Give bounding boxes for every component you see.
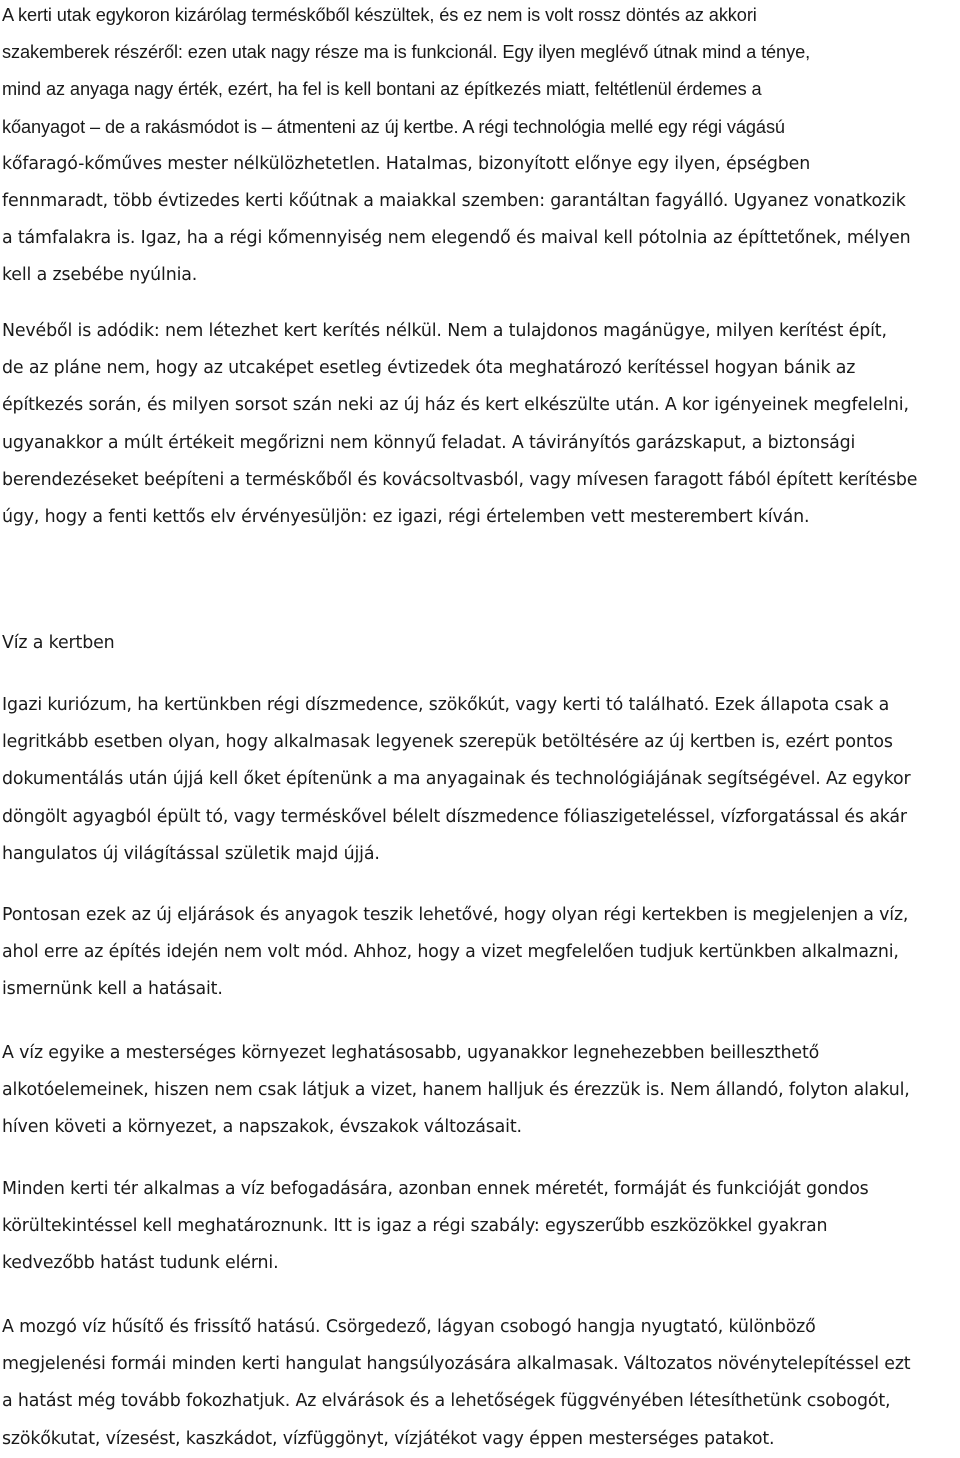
text-line: híven követi a környezet, a napszakok, évszakok változásait. <box>2 1117 522 1138</box>
text-line: alkotóelemeinek, hiszen nem csak látjuk a vizet, hanem halljuk és érezzük is. Nem állandó, folyton alakul, <box>2 1080 910 1101</box>
text-line: kedvezőbb hatást tudunk elérni. <box>2 1253 279 1274</box>
text-line: fennmaradt, több évtizedes kerti kőútnak a maiakkal szemben: garantáltan fagyálló. Ugyanez vonatkozik <box>2 191 906 212</box>
paragraph-new-methods <box>2 897 908 1009</box>
text-line: ismernünk kell a hatásait. <box>2 979 223 1000</box>
section-heading-text: Víz a kertben <box>2 633 115 653</box>
paragraph-water-element <box>2 1035 910 1147</box>
text-line: A víz egyike a mesterséges környezet leghatásosabb, ugyanakkor legnehezebben beilleszthető <box>2 1043 820 1063</box>
text-line: szakemberek részéről: ezen utak nagy része ma is funkcionál. Egy ilyen meglévő útnak mind a ténye, <box>2 42 811 63</box>
text-line: mind az anyaga nagy érték, ezért, ha fel is kell bontani az építkezés miatt, feltétlenül érdemes a <box>2 79 762 100</box>
text-line: a hatást még tovább fokozhatjuk. Az elvárások és a lehetőségek függvényében létesíthetünk csobogót, <box>2 1391 891 1412</box>
paragraph-stone-paths <box>2 0 911 295</box>
paragraph-water-curiosity <box>2 687 911 873</box>
text-line: építkezés során, és milyen sorsot szán neki az új ház és kert elkészülte után. A kor igényeinek megfelelni, <box>2 395 909 416</box>
paragraph-garden-space <box>2 1171 869 1283</box>
text-line: a támfalakra is. Igaz, ha a régi kőmennyiség nem elegendő és maival kell pótolnia az építtetőnek, mélyen <box>2 228 911 249</box>
text-line: körültekintéssel kell meghatároznunk. Itt is igaz a régi szabály: egyszerűbb eszközökkel gyakran <box>2 1216 828 1237</box>
text-line: úgy, hogy a fenti kettős elv érvényesüljön: ez igazi, régi értelemben vett mesterembert kíván. <box>2 507 810 528</box>
text-line: dokumentálás után újjá kell őket építenünk a ma anyagainak és technológiájának segítségével. Az egykor <box>2 769 911 790</box>
text-line: berendezéseket beépíteni a terméskőből és kovácsoltvasból, vagy mívesen faragott fából épített kerítésbe <box>2 469 918 490</box>
text-line: Nevéből is adódik: nem létezhet kert kerítés nélkül. Nem a tulajdonos magánügye, milyen kerítést épít, <box>2 321 887 341</box>
section-heading <box>2 625 115 662</box>
paragraph-fence <box>2 313 917 536</box>
text-line: szökőkutat, vízesést, kaszkádot, vízfüggönyt, vízjátékot vagy éppen mesterséges patakot. <box>2 1428 775 1449</box>
text-line: kőfaragó-kőműves mester nélkülözhetetlen. Hatalmas, bizonyított előnye egy ilyen, épségben <box>2 153 811 174</box>
text-line: ahol erre az építés idején nem volt mód. Ahhoz, hogy a vizet megfelelően tudjuk kertünkben alkalmazni, <box>2 942 899 963</box>
text-line: A mozgó víz hűsítő és frissítő hatású. Csörgedező, lágyan csobogó hangja nyugtató, különböző <box>2 1317 816 1337</box>
text-line: legritkább esetben olyan, hogy alkalmasak legyenek szerepük betöltésére az új kertben is, ezért pontos <box>2 732 893 753</box>
text-line: Pontosan ezek az új eljárások és anyagok teszik lehetővé, hogy olyan régi kertekben is megjelenjen a víz, <box>2 905 909 925</box>
text-line: kell a zsebébe nyúlnia. <box>2 265 198 286</box>
text-line: kőanyagot – de a rakásmódot is – átmenteni az új kertbe. A régi technológia mellé egy régi vágású <box>2 116 785 137</box>
text-line: Minden kerti tér alkalmas a víz befogadására, azonban ennek méretét, formáját és funkcióját gondos <box>2 1179 869 1199</box>
text-line: de az pláne nem, hogy az utcaképet esetleg évtizedek óta meghatározó kerítéssel hogyan bánik az <box>2 358 856 379</box>
text-line: A kerti utak egykoron kizárólag terméskőből készültek, és ez nem is volt rossz döntés az akkori <box>2 5 757 25</box>
paragraph-moving-water <box>2 1309 910 1458</box>
text-line: ugyanakkor a múlt értékeit megőrizni nem könnyű feladat. A távirányítós garázskaput, a biztonsági <box>2 432 856 453</box>
text-line: döngölt agyagból épült tó, vagy terméskővel bélelt díszmedence fóliaszigeteléssel, vízforgatással és akár <box>2 806 907 827</box>
text-line: hangulatos új világítással születik majd újjá. <box>2 843 380 864</box>
text-line: megjelenési formái minden kerti hangulat hangsúlyozására alkalmasak. Változatos növénytelepítéssel ezt <box>2 1354 911 1375</box>
text-line: Igazi kuriózum, ha kertünkben régi díszmedence, szökőkút, vagy kerti tó található. Ezek állapota csak a <box>2 695 890 715</box>
